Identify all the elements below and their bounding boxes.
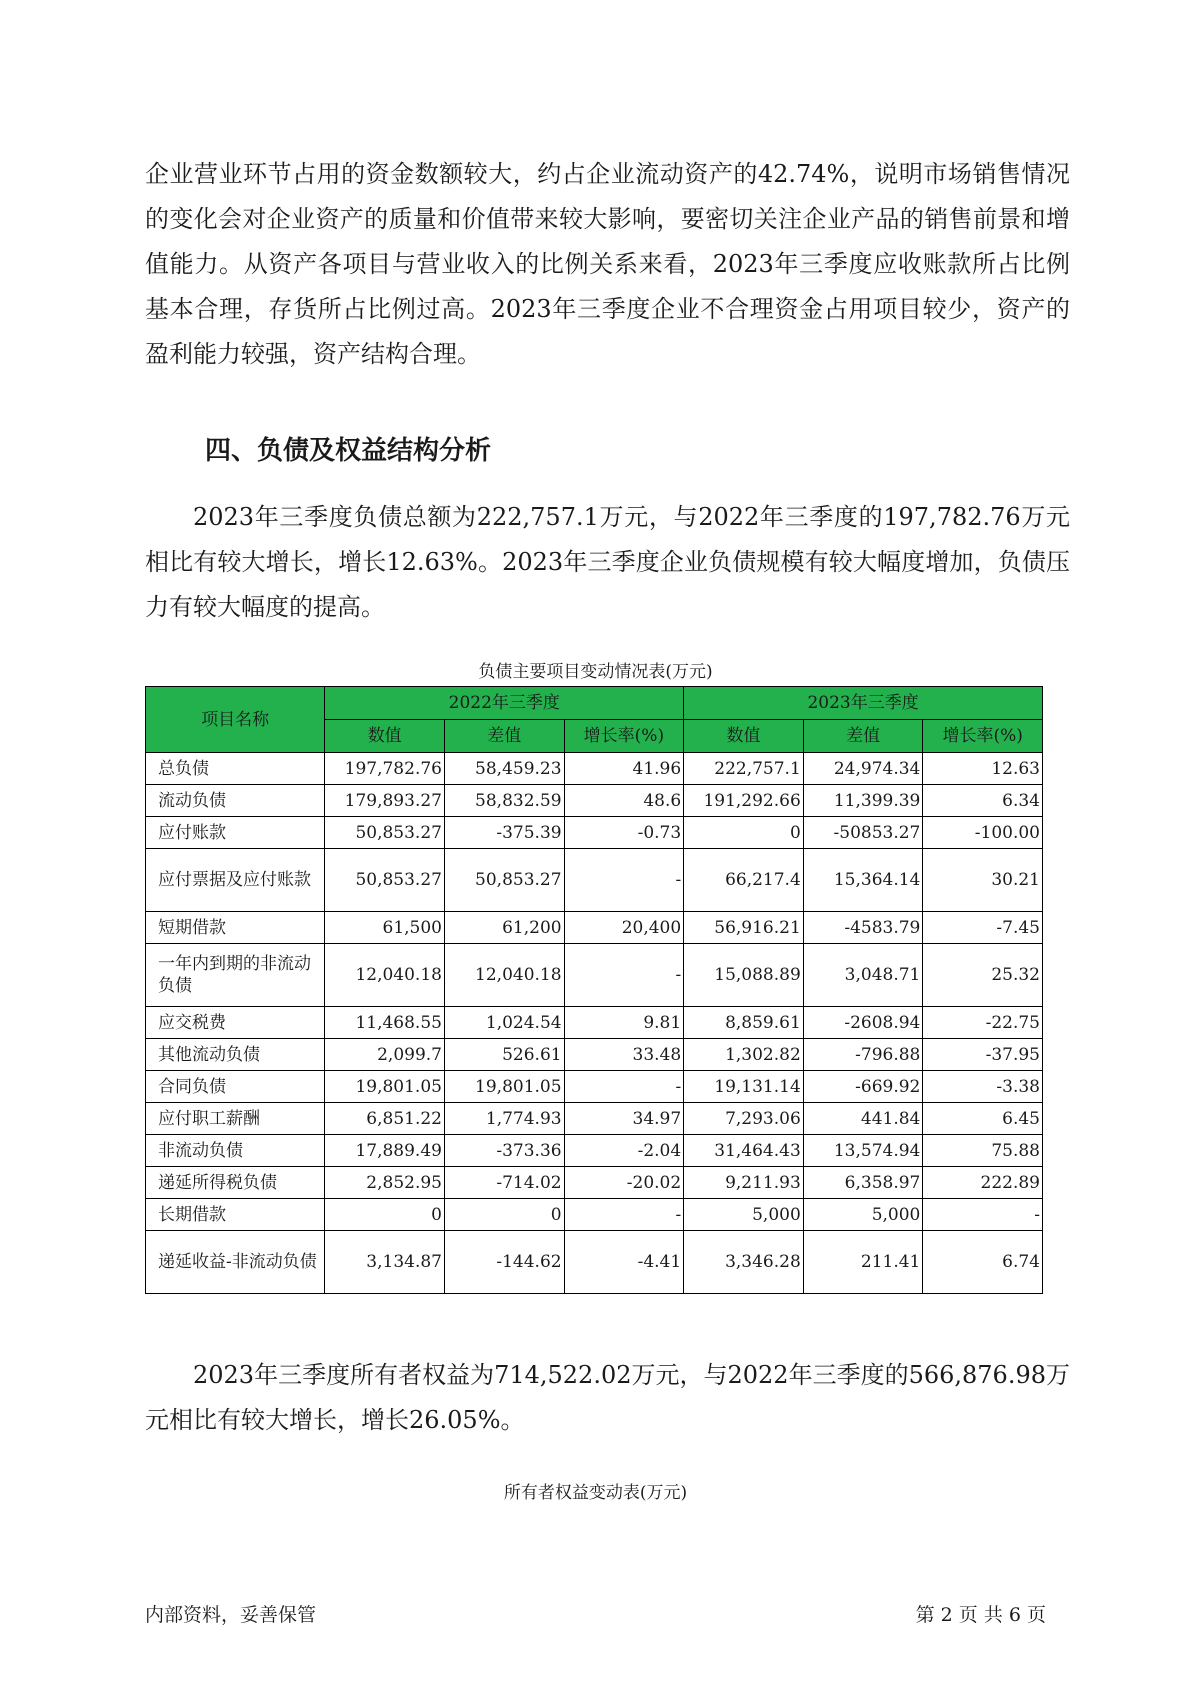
table-row <box>146 1071 1043 1103</box>
cell-value-2022: 61,500 <box>325 912 445 944</box>
cell-rate-2023: -3.38 <box>923 1071 1043 1103</box>
cell-rate-2022: -0.73 <box>564 817 684 849</box>
cell-rate-2023: 6.74 <box>923 1231 1043 1294</box>
cell-diff-2023: 11,399.39 <box>803 785 923 817</box>
cell-diff-2023: -796.88 <box>803 1039 923 1071</box>
cell-value-2023: 7,293.06 <box>684 1103 804 1135</box>
cell-item-name: 应付票据及应付账款 <box>146 849 325 912</box>
cell-rate-2023: 30.21 <box>923 849 1043 912</box>
cell-item-name: 合同负债 <box>146 1071 325 1103</box>
table-row <box>146 1167 1043 1199</box>
cell-value-2023: 1,302.82 <box>684 1039 804 1071</box>
cell-item-name: 长期借款 <box>146 1199 325 1231</box>
cell-value-2023: 8,859.61 <box>684 1007 804 1039</box>
cell-item-name: 短期借款 <box>146 912 325 944</box>
cell-value-2023: 66,217.4 <box>684 849 804 912</box>
cell-item-name: 递延收益-非流动负债 <box>146 1231 325 1294</box>
cell-rate-2023: -37.95 <box>923 1039 1043 1071</box>
cell-diff-2022: 58,832.59 <box>444 785 564 817</box>
cell-rate-2023: 222.89 <box>923 1167 1043 1199</box>
cell-value-2023: 191,292.66 <box>684 785 804 817</box>
cell-value-2022: 11,468.55 <box>325 1007 445 1039</box>
cell-diff-2023: 15,364.14 <box>803 849 923 912</box>
table-row <box>146 817 1043 849</box>
cell-rate-2022: 9.81 <box>564 1007 684 1039</box>
cell-diff-2022: 1,024.54 <box>444 1007 564 1039</box>
cell-diff-2023: 24,974.34 <box>803 753 923 785</box>
header-item-name: 项目名称 <box>146 687 325 753</box>
cell-rate-2022: 41.96 <box>564 753 684 785</box>
cell-item-name: 应交税费 <box>146 1007 325 1039</box>
table-row <box>146 849 1043 912</box>
cell-diff-2022: -714.02 <box>444 1167 564 1199</box>
cell-rate-2022: -2.04 <box>564 1135 684 1167</box>
cell-item-name: 一年内到期的非流动负债 <box>146 944 325 1007</box>
cell-rate-2023: 12.63 <box>923 753 1043 785</box>
header-diff-2022: 差值 <box>444 720 564 753</box>
cell-rate-2022: -4.41 <box>564 1231 684 1294</box>
header-diff-2023: 差值 <box>803 720 923 753</box>
table-caption-liabilities: 负债主要项目变动情况表(万元) <box>478 662 713 682</box>
header-value-2022: 数值 <box>325 720 445 753</box>
cell-value-2023: 5,000 <box>684 1199 804 1231</box>
section-heading-liabilities: 四、负债及权益结构分析 <box>205 436 492 466</box>
cell-rate-2022: -20.02 <box>564 1167 684 1199</box>
cell-diff-2022: 58,459.23 <box>444 753 564 785</box>
cell-item-name: 应付账款 <box>146 817 325 849</box>
cell-value-2023: 15,088.89 <box>684 944 804 1007</box>
table-row <box>146 1039 1043 1071</box>
cell-value-2023: 3,346.28 <box>684 1231 804 1294</box>
cell-value-2022: 3,134.87 <box>325 1231 445 1294</box>
table-row <box>146 1135 1043 1167</box>
table-row <box>146 912 1043 944</box>
cell-rate-2022: 33.48 <box>564 1039 684 1071</box>
cell-rate-2022: - <box>564 1071 684 1103</box>
cell-diff-2023: -50853.27 <box>803 817 923 849</box>
cell-diff-2022: 12,040.18 <box>444 944 564 1007</box>
cell-diff-2022: 61,200 <box>444 912 564 944</box>
cell-diff-2022: 0 <box>444 1199 564 1231</box>
cell-diff-2022: 526.61 <box>444 1039 564 1071</box>
header-period-2023: 2023年三季度 <box>684 687 1043 720</box>
table-row <box>146 753 1043 785</box>
cell-diff-2023: 3,048.71 <box>803 944 923 1007</box>
table-row <box>146 1231 1043 1294</box>
header-rate-2022: 增长率(%) <box>564 720 684 753</box>
header-rate-2023: 增长率(%) <box>923 720 1043 753</box>
paragraph-equity: 2023年三季度所有者权益为714,522.02万元，与2022年三季度的566,876.98万元相比有较大增长，增长26.05%。 <box>145 1361 1070 1434</box>
cell-value-2022: 50,853.27 <box>325 849 445 912</box>
cell-item-name: 流动负债 <box>146 785 325 817</box>
cell-rate-2023: -7.45 <box>923 912 1043 944</box>
cell-rate-2023: -100.00 <box>923 817 1043 849</box>
cell-value-2023: 9,211.93 <box>684 1167 804 1199</box>
table-row <box>146 785 1043 817</box>
cell-diff-2023: 5,000 <box>803 1199 923 1231</box>
cell-value-2022: 179,893.27 <box>325 785 445 817</box>
cell-item-name: 总负债 <box>146 753 325 785</box>
liabilities-table-body <box>146 753 1043 1294</box>
cell-value-2023: 0 <box>684 817 804 849</box>
cell-value-2022: 50,853.27 <box>325 817 445 849</box>
cell-value-2022: 17,889.49 <box>325 1135 445 1167</box>
table-row <box>146 1103 1043 1135</box>
cell-diff-2023: -4583.79 <box>803 912 923 944</box>
cell-diff-2022: 19,801.05 <box>444 1071 564 1103</box>
header-period-2022: 2022年三季度 <box>325 687 684 720</box>
cell-value-2022: 12,040.18 <box>325 944 445 1007</box>
cell-value-2022: 197,782.76 <box>325 753 445 785</box>
cell-value-2023: 19,131.14 <box>684 1071 804 1103</box>
cell-rate-2023: -22.75 <box>923 1007 1043 1039</box>
cell-diff-2022: -373.36 <box>444 1135 564 1167</box>
cell-value-2022: 6,851.22 <box>325 1103 445 1135</box>
cell-rate-2023: 6.34 <box>923 785 1043 817</box>
table-row <box>146 1007 1043 1039</box>
cell-value-2023: 222,757.1 <box>684 753 804 785</box>
cell-diff-2023: -2608.94 <box>803 1007 923 1039</box>
cell-item-name: 递延所得税负债 <box>146 1167 325 1199</box>
table-row <box>146 1199 1043 1231</box>
cell-value-2023: 31,464.43 <box>684 1135 804 1167</box>
cell-rate-2023: 75.88 <box>923 1135 1043 1167</box>
cell-diff-2022: -144.62 <box>444 1231 564 1294</box>
footer-confidential-note: 内部资料，妥善保管 <box>145 1604 317 1626</box>
liabilities-table <box>145 686 1043 1294</box>
cell-rate-2023: - <box>923 1199 1043 1231</box>
cell-diff-2023: 6,358.97 <box>803 1167 923 1199</box>
table-caption-equity: 所有者权益变动表(万元) <box>503 1483 688 1503</box>
cell-value-2022: 19,801.05 <box>325 1071 445 1103</box>
cell-rate-2022: 48.6 <box>564 785 684 817</box>
cell-value-2022: 2,852.95 <box>325 1167 445 1199</box>
cell-rate-2022: - <box>564 944 684 1007</box>
cell-rate-2023: 6.45 <box>923 1103 1043 1135</box>
cell-diff-2023: -669.92 <box>803 1071 923 1103</box>
cell-value-2023: 56,916.21 <box>684 912 804 944</box>
table-row <box>146 944 1043 1007</box>
cell-value-2022: 2,099.7 <box>325 1039 445 1071</box>
cell-diff-2022: 1,774.93 <box>444 1103 564 1135</box>
cell-rate-2023: 25.32 <box>923 944 1043 1007</box>
cell-item-name: 其他流动负债 <box>146 1039 325 1071</box>
header-value-2023: 数值 <box>684 720 804 753</box>
cell-diff-2022: -375.39 <box>444 817 564 849</box>
cell-rate-2022: 20,400 <box>564 912 684 944</box>
cell-rate-2022: - <box>564 849 684 912</box>
cell-item-name: 应付职工薪酬 <box>146 1103 325 1135</box>
cell-value-2022: 0 <box>325 1199 445 1231</box>
cell-rate-2022: 34.97 <box>564 1103 684 1135</box>
paragraph-liabilities: 2023年三季度负债总额为222,757.1万元，与2022年三季度的197,782.76万元相比有较大增长，增长12.63%。2023年三季度企业负债规模有较大幅度增加，负债压力有较大幅度的提高。 <box>145 503 1070 621</box>
footer-page-number: 第 2 页 共 6 页 <box>915 1604 1046 1626</box>
paragraph-asset-structure: 企业营业环节占用的资金数额较大，约占企业流动资产的42.74%，说明市场销售情况的变化会对企业资产的质量和价值带来较大影响，要密切关注企业产品的销售前景和增值能力。从资产各项目与营业收入的比例关系来看，2023年三季度应收账款所占比例基本合理，存货所占比例过高。2023年三季度企业不合理资金占用项目较少，资产的盈利能力较强，资产结构合理。 <box>145 160 1070 368</box>
cell-rate-2022: - <box>564 1199 684 1231</box>
cell-diff-2022: 50,853.27 <box>444 849 564 912</box>
cell-diff-2023: 211.41 <box>803 1231 923 1294</box>
cell-diff-2023: 13,574.94 <box>803 1135 923 1167</box>
cell-item-name: 非流动负债 <box>146 1135 325 1167</box>
cell-diff-2023: 441.84 <box>803 1103 923 1135</box>
